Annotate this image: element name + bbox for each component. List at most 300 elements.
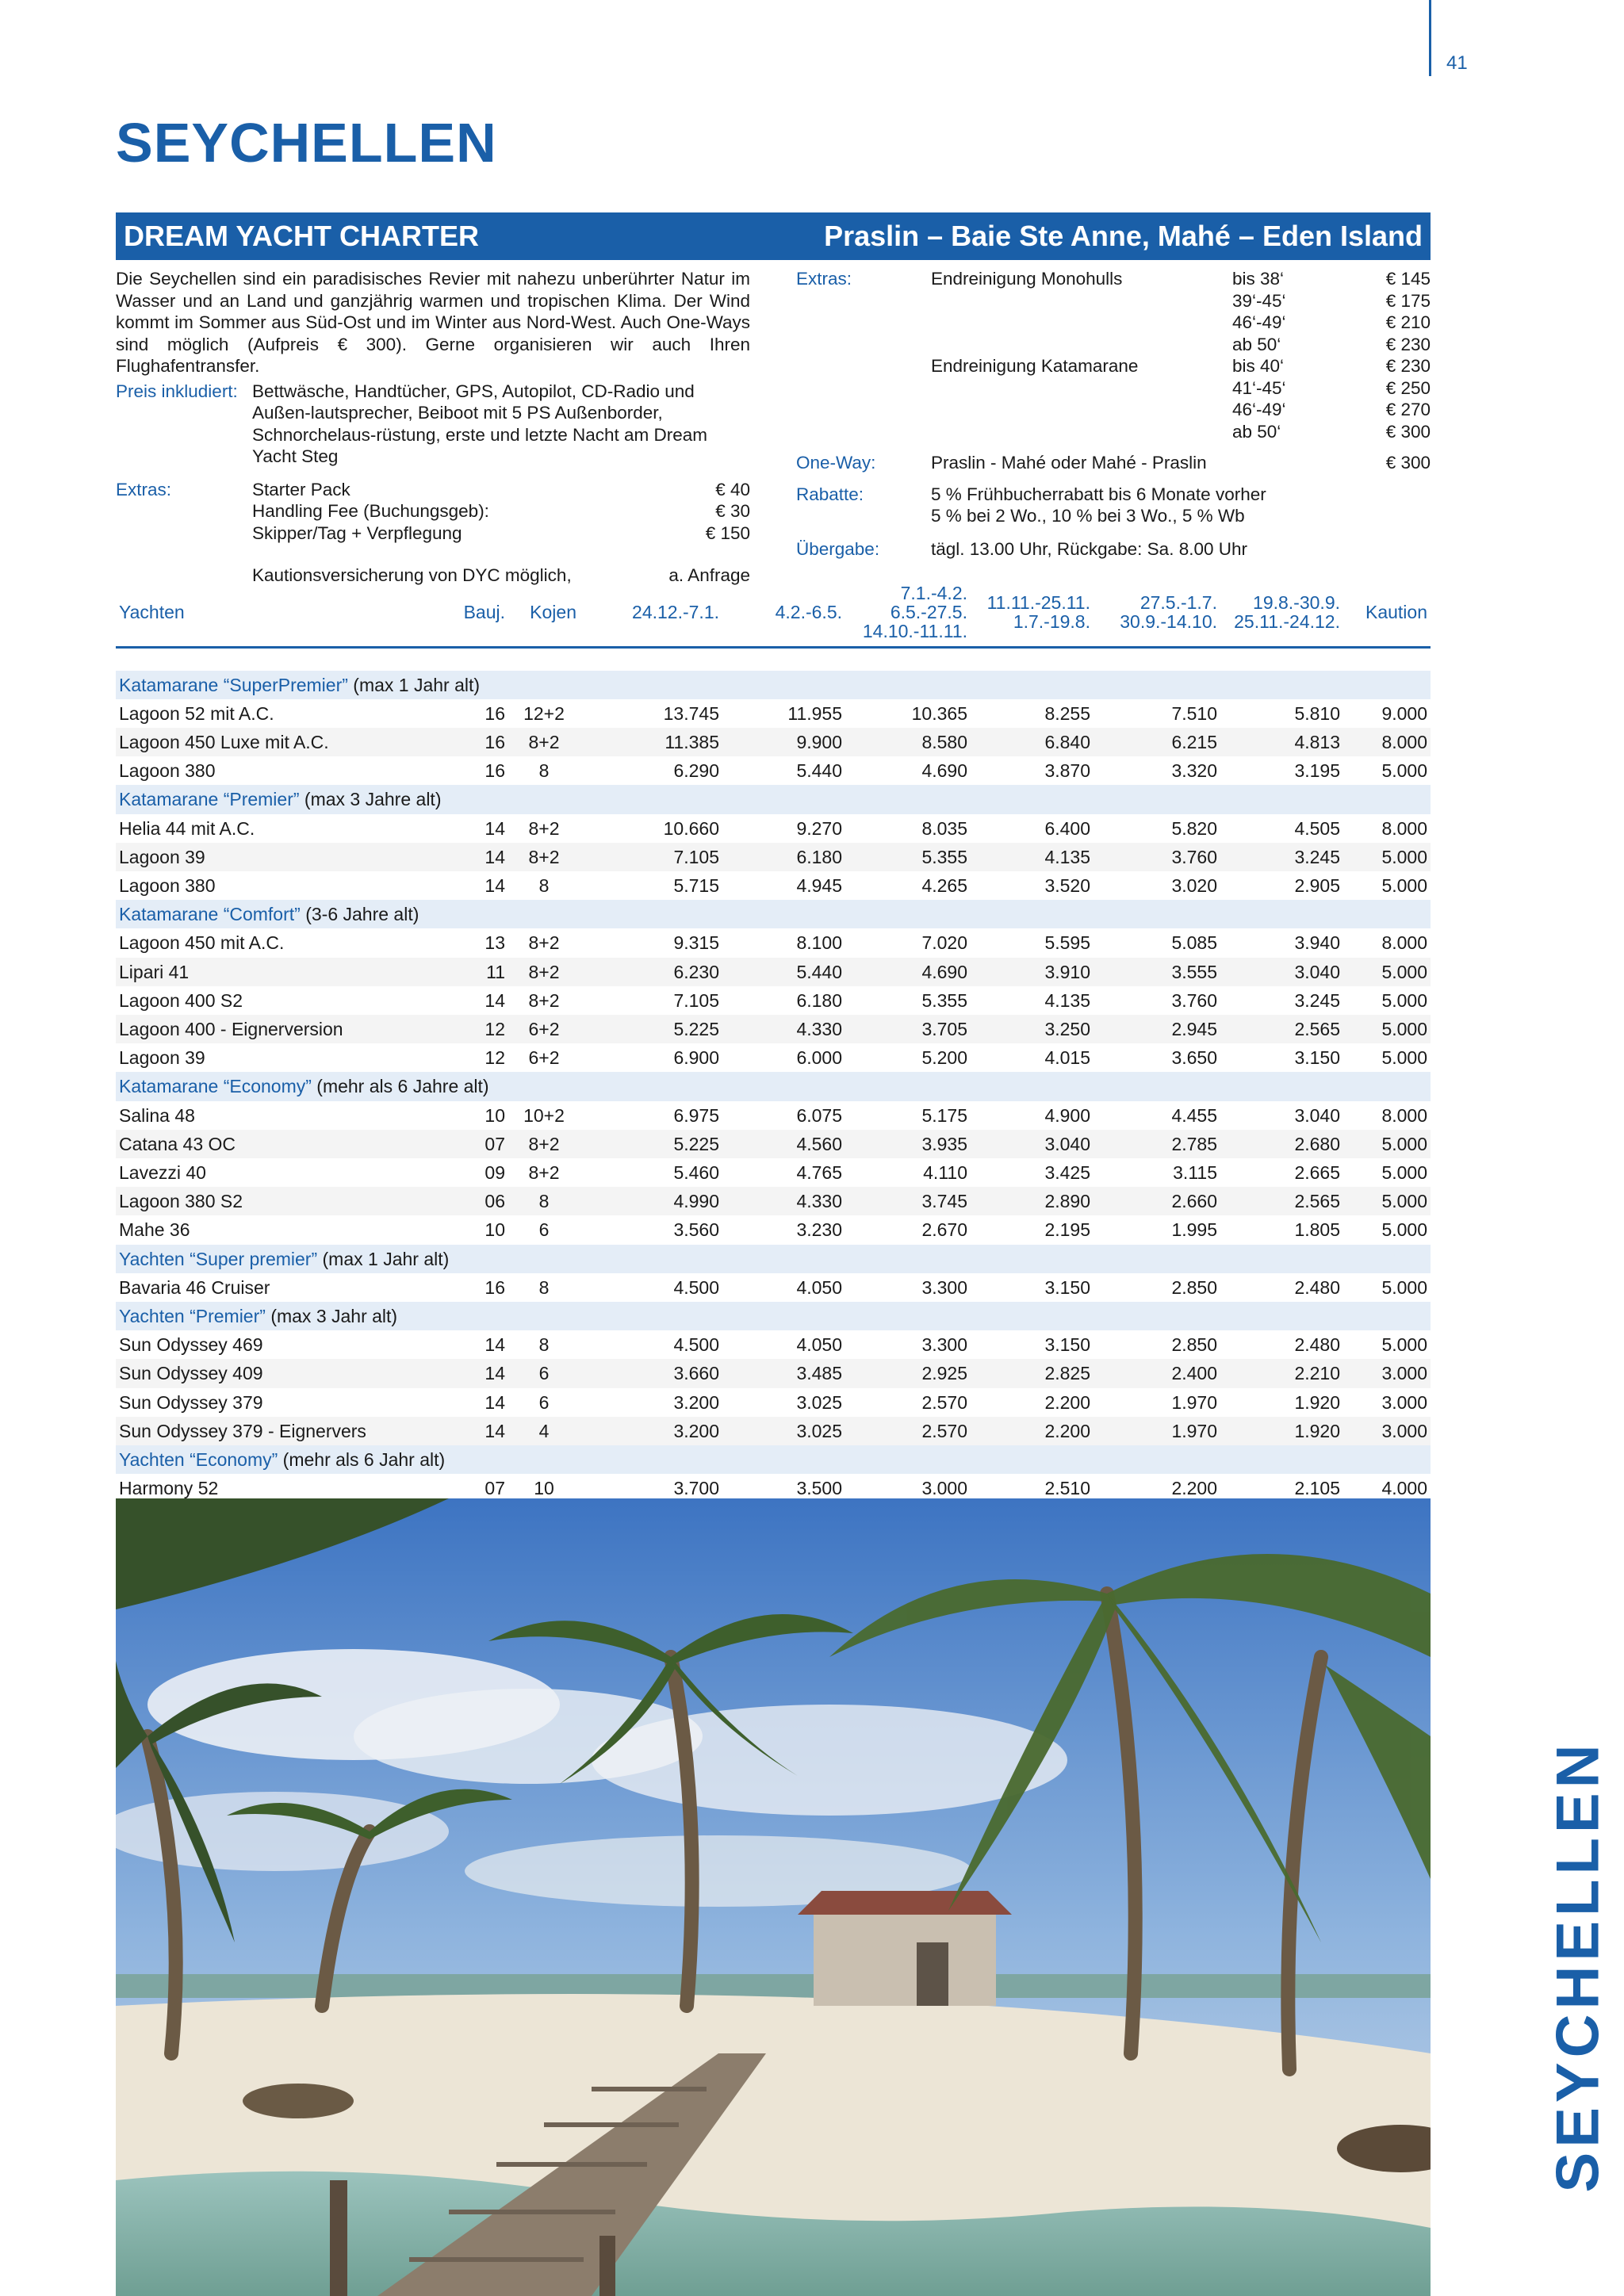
cleaning-mono bbox=[796, 268, 1431, 355]
yacht-name: Lagoon 450 Luxe mit A.C. bbox=[116, 728, 445, 756]
table-cell: 5.460 bbox=[673, 1161, 719, 1183]
category-note: (3-6 Jahre alt) bbox=[305, 904, 419, 925]
table-cell: 07 bbox=[445, 1130, 508, 1158]
period-6-line-2: 25.11.-24.12. bbox=[1234, 611, 1340, 633]
category-cell bbox=[116, 671, 1431, 699]
table-cell: 2.825 bbox=[971, 1359, 1094, 1387]
table-cell: 8.035 bbox=[921, 817, 967, 839]
table-cell: 6.230 bbox=[580, 958, 722, 986]
table-cell: 1.970 bbox=[1094, 1417, 1220, 1445]
table-cell: 4.050 bbox=[796, 1276, 842, 1298]
table-cell: 14 bbox=[485, 1334, 505, 1356]
table-cell: 7.510 bbox=[1171, 702, 1217, 724]
table-cell: 4.000 bbox=[1381, 1478, 1427, 1499]
table-cell: 2.850 bbox=[1171, 1334, 1217, 1356]
table-cell: 4.690 bbox=[921, 760, 967, 782]
yacht-name: Salina 48 bbox=[119, 1104, 195, 1126]
deposit-price: a. Anfrage bbox=[668, 565, 750, 585]
table-cell: 3.320 bbox=[1171, 760, 1217, 782]
table-cell: 2.480 bbox=[1294, 1334, 1340, 1356]
table-cell: 3.520 bbox=[1044, 874, 1090, 896]
table-cell: 11.385 bbox=[580, 728, 722, 756]
table-cell: 8+2 bbox=[528, 817, 560, 839]
yacht-name: Lagoon 380 bbox=[119, 874, 216, 896]
yacht-name: Sun Odyssey 379 - Eignervers bbox=[116, 1417, 445, 1445]
table-cell: 4.990 bbox=[580, 1187, 722, 1215]
table-row bbox=[116, 1015, 1431, 1043]
table-cell: 2.210 bbox=[1220, 1359, 1343, 1387]
oneway-row bbox=[796, 452, 1431, 474]
table-cell: 2.105 bbox=[1294, 1478, 1340, 1499]
table-cell: 3.150 bbox=[1294, 1047, 1340, 1069]
cleaning-price: € 250 bbox=[1385, 377, 1431, 398]
yacht-name: Lagoon 400 - Eignerversion bbox=[116, 1015, 445, 1043]
category-title: Yachten “Premier” bbox=[119, 1305, 266, 1326]
table-cell: 2.905 bbox=[1294, 874, 1340, 896]
boat-size: ab 50‘ bbox=[1232, 334, 1281, 354]
table-row bbox=[116, 958, 1431, 986]
table-row bbox=[116, 1187, 1431, 1215]
table-cell: 3.245 bbox=[1294, 989, 1340, 1011]
table-cell: 3.000 bbox=[1343, 1417, 1431, 1445]
table-cell: 7.105 bbox=[673, 989, 719, 1011]
included-row bbox=[116, 381, 750, 468]
yacht-name: Lagoon 380 S2 bbox=[116, 1187, 445, 1215]
table-cell: 8.100 bbox=[796, 932, 842, 954]
table-cell: 6.975 bbox=[673, 1104, 719, 1126]
extras-section bbox=[796, 268, 1431, 560]
period-5-line-1: 27.5.-1.7. bbox=[1139, 592, 1217, 614]
table-cell: 3.150 bbox=[1044, 1334, 1090, 1356]
period-3-line-2: 6.5.-27.5. bbox=[890, 602, 967, 623]
table-cell: 1.970 bbox=[1171, 1391, 1217, 1413]
table-cell: 3.870 bbox=[1044, 760, 1090, 782]
table-cell: 4.500 bbox=[673, 1334, 719, 1356]
page-rule bbox=[1429, 0, 1431, 76]
category-title: Katamarane “SuperPremier” bbox=[119, 674, 348, 695]
table-cell: 3.020 bbox=[1171, 874, 1217, 896]
table-cell: 4.050 bbox=[796, 1334, 842, 1356]
table-cell: 2.400 bbox=[1094, 1359, 1220, 1387]
table-cell: 5.000 bbox=[1381, 1047, 1427, 1069]
side-label bbox=[1544, 1673, 1612, 2260]
table-row bbox=[116, 814, 1431, 843]
table-cell: 3.555 bbox=[1094, 958, 1220, 986]
table-row bbox=[116, 1273, 1431, 1302]
table-cell: 3.040 bbox=[971, 1130, 1094, 1158]
table-cell: 12 bbox=[445, 1015, 508, 1043]
price-table bbox=[116, 579, 1431, 1502]
yacht-name: Lagoon 39 bbox=[119, 1047, 205, 1069]
table-row bbox=[116, 1388, 1431, 1417]
table-cell: 3.560 bbox=[673, 1219, 719, 1241]
table-row bbox=[116, 843, 1431, 871]
category-title: Katamarane “Comfort” bbox=[119, 904, 301, 925]
intro-section bbox=[116, 268, 750, 587]
table-cell: 8+2 bbox=[508, 728, 580, 756]
table-cell: 6.900 bbox=[673, 1047, 719, 1069]
category-cell bbox=[116, 900, 1431, 928]
table-cell: 06 bbox=[445, 1187, 508, 1215]
table-cell: 2.565 bbox=[1220, 1015, 1343, 1043]
table-cell: 3.700 bbox=[673, 1478, 719, 1499]
table-cell: 5.355 bbox=[921, 989, 967, 1011]
table-cell: 4.765 bbox=[796, 1161, 842, 1183]
table-row bbox=[116, 1158, 1431, 1187]
col-kojen: Kojen bbox=[530, 602, 576, 623]
extra-item bbox=[252, 522, 750, 545]
cleaning-price: € 210 bbox=[1385, 312, 1431, 332]
table-cell: 8.000 bbox=[1381, 1104, 1427, 1126]
table-cell: 4.330 bbox=[722, 1187, 845, 1215]
cleaning-price: € 145 bbox=[1385, 269, 1431, 289]
yacht-name: Lagoon 400 S2 bbox=[119, 989, 243, 1011]
table-cell: 8.000 bbox=[1381, 817, 1427, 839]
table-cell: 5.715 bbox=[673, 874, 719, 896]
table-cell: 6+2 bbox=[508, 1015, 580, 1043]
table-cell: 6.000 bbox=[796, 1047, 842, 1069]
col-kaution: Kaution bbox=[1365, 602, 1427, 623]
table-cell: 13 bbox=[485, 932, 505, 954]
table-cell: 12 bbox=[485, 1047, 505, 1069]
table-cell: 2.670 bbox=[921, 1219, 967, 1241]
extra-price: € 150 bbox=[705, 522, 750, 543]
table-cell: 6 bbox=[538, 1391, 550, 1413]
category-row bbox=[116, 1245, 1431, 1273]
table-cell: 3.040 bbox=[1220, 958, 1343, 986]
table-cell: 4.135 bbox=[971, 843, 1094, 871]
table-cell: 4.015 bbox=[1044, 1047, 1090, 1069]
table-cell: 11.955 bbox=[787, 702, 842, 724]
extra-item bbox=[252, 479, 750, 501]
table-cell: 3.660 bbox=[580, 1359, 722, 1387]
table-cell: 8+2 bbox=[508, 958, 580, 986]
table-cell: 5.085 bbox=[1171, 932, 1217, 954]
table-cell: 8 bbox=[508, 1187, 580, 1215]
table-cell: 3.200 bbox=[580, 1417, 722, 1445]
table-cell: 3.025 bbox=[796, 1391, 842, 1413]
boat-size: 46‘-49‘ bbox=[1232, 400, 1286, 419]
period-3-line-3: 14.10.-11.11. bbox=[862, 621, 967, 642]
cleaning-price-row bbox=[1232, 399, 1431, 421]
table-cell: 5.440 bbox=[722, 958, 845, 986]
table-cell: 2.660 bbox=[1094, 1187, 1220, 1215]
beach-photo bbox=[116, 1498, 1431, 2296]
table-cell: 14 bbox=[485, 817, 505, 839]
table-cell: 1.805 bbox=[1294, 1219, 1340, 1241]
category-cell bbox=[116, 785, 1431, 813]
category-row bbox=[116, 1445, 1431, 1474]
extra-name: Skipper/Tag + Verpflegung bbox=[252, 522, 462, 543]
cleaning-price: € 230 bbox=[1385, 334, 1431, 354]
category-title: Katamarane “Economy” bbox=[119, 1076, 312, 1097]
table-row bbox=[116, 1043, 1431, 1072]
table-row bbox=[116, 1417, 1431, 1445]
table-cell: 2.945 bbox=[1094, 1015, 1220, 1043]
table-cell: 1.920 bbox=[1220, 1417, 1343, 1445]
rabatte-line-1: 5 % Frühbucherrabatt bis 6 Monate vorher bbox=[931, 484, 1266, 504]
table-cell: 4.690 bbox=[845, 958, 971, 986]
table-cell: 5.000 bbox=[1343, 1015, 1431, 1043]
table-cell: 3.000 bbox=[921, 1478, 967, 1499]
uebergabe-label: Übergabe: bbox=[796, 538, 880, 559]
table-cell: 3.115 bbox=[1173, 1161, 1217, 1183]
table-cell: 12+2 bbox=[523, 702, 565, 724]
cat-label: Endreinigung Katamarane bbox=[931, 356, 1139, 376]
table-cell: 3.195 bbox=[1294, 760, 1340, 782]
table-cell: 5.000 bbox=[1381, 989, 1427, 1011]
yacht-name: Lipari 41 bbox=[116, 958, 445, 986]
boat-size: bis 40‘ bbox=[1232, 356, 1285, 376]
table-cell: 3.300 bbox=[921, 1276, 967, 1298]
cleaning-price-row bbox=[1232, 290, 1431, 312]
included-text: Bettwäsche, Handtücher, GPS, Autopilot, CD-Radio und Außen-lautsprecher, Beiboot mit 5 PS Außenborder, Schnorchelaus-rüstung, erste und letzte Nacht am Dream Yacht Steg bbox=[252, 381, 708, 466]
table-row bbox=[116, 1359, 1431, 1387]
table-row bbox=[116, 871, 1431, 900]
rabatte-label: Rabatte: bbox=[796, 484, 864, 504]
yacht-name: Bavaria 46 Cruiser bbox=[119, 1276, 270, 1298]
table-cell: 4 bbox=[508, 1417, 580, 1445]
table-cell: 9.000 bbox=[1381, 702, 1427, 724]
table-cell: 2.925 bbox=[845, 1359, 971, 1387]
extra-name: Handling Fee (Buchungsgeb): bbox=[252, 501, 489, 521]
category-note: (mehr als 6 Jahre alt) bbox=[316, 1076, 489, 1097]
table-row bbox=[116, 1215, 1431, 1244]
table-cell: 6.180 bbox=[796, 989, 842, 1011]
col-bauj: Bauj. bbox=[463, 602, 505, 623]
cleaning-price-row bbox=[1232, 312, 1431, 334]
col-period-1: 24.12.-7.1. bbox=[632, 602, 719, 623]
table-cell: 2.890 bbox=[971, 1187, 1094, 1215]
period-6-line-1: 19.8.-30.9. bbox=[1253, 592, 1340, 614]
yacht-name: Mahe 36 bbox=[119, 1219, 190, 1241]
table-cell: 16 bbox=[485, 760, 505, 782]
table-cell: 5.225 bbox=[580, 1130, 722, 1158]
table-cell: 3.940 bbox=[1294, 932, 1340, 954]
table-cell: 2.665 bbox=[1294, 1161, 1340, 1183]
table-cell: 3.760 bbox=[1171, 989, 1217, 1011]
table-cell: 2.200 bbox=[1171, 1478, 1217, 1499]
charter-header-band bbox=[116, 212, 1431, 260]
table-cell: 4.135 bbox=[1044, 989, 1090, 1011]
table-cell: 8 bbox=[538, 874, 550, 896]
table-cell: 3.910 bbox=[971, 958, 1094, 986]
table-cell: 5.000 bbox=[1343, 843, 1431, 871]
cleaning-price-row bbox=[1232, 268, 1431, 290]
table-cell: 3.650 bbox=[1171, 1047, 1217, 1069]
table-cell: 9.315 bbox=[673, 932, 719, 954]
table-cell: 2.785 bbox=[1094, 1130, 1220, 1158]
category-note: (max 1 Jahr alt) bbox=[322, 1248, 450, 1269]
table-cell: 5.820 bbox=[1171, 817, 1217, 839]
table-cell: 8+2 bbox=[528, 989, 560, 1011]
table-cell: 5.000 bbox=[1381, 1161, 1427, 1183]
boat-size: 41‘-45‘ bbox=[1232, 377, 1286, 398]
table-cell: 2.200 bbox=[971, 1417, 1094, 1445]
category-cell bbox=[116, 1072, 1431, 1100]
page-title: SEYCHELLEN bbox=[116, 112, 497, 174]
category-row bbox=[116, 1072, 1431, 1100]
table-cell: 3.000 bbox=[1381, 1391, 1427, 1413]
table-cell: 5.440 bbox=[796, 760, 842, 782]
table-cell: 4.110 bbox=[923, 1161, 967, 1183]
table-cell: 2.570 bbox=[921, 1391, 967, 1413]
table-cell: 3.250 bbox=[971, 1015, 1094, 1043]
table-cell: 10 bbox=[534, 1478, 554, 1499]
extra-name: Starter Pack bbox=[252, 479, 350, 499]
period-5-line-2: 30.9.-14.10. bbox=[1120, 611, 1217, 633]
table-row bbox=[116, 1101, 1431, 1130]
table-cell: 6.840 bbox=[971, 728, 1094, 756]
category-title: Yachten “Super premier” bbox=[119, 1248, 318, 1269]
deposit-text: Kautionsversicherung von DYC möglich, bbox=[252, 565, 572, 585]
table-cell: 4.900 bbox=[1044, 1104, 1090, 1126]
table-row bbox=[116, 928, 1431, 957]
uebergabe-row bbox=[796, 538, 1431, 561]
yacht-name: Lagoon 380 bbox=[119, 760, 216, 782]
table-cell: 16 bbox=[485, 1276, 505, 1298]
table-cell: 4.813 bbox=[1220, 728, 1343, 756]
table-cell: 5.200 bbox=[921, 1047, 967, 1069]
included-label: Preis inkludiert: bbox=[116, 381, 238, 401]
yacht-name: Harmony 52 bbox=[119, 1478, 219, 1499]
oneway-text: Praslin - Mahé oder Mahé - Praslin bbox=[931, 453, 1207, 473]
table-cell: 5.225 bbox=[580, 1015, 722, 1043]
category-row bbox=[116, 671, 1431, 699]
table-cell: 8+2 bbox=[508, 843, 580, 871]
table-row bbox=[116, 728, 1431, 756]
table-cell: 3.760 bbox=[1094, 843, 1220, 871]
charter-name: DREAM YACHT CHARTER bbox=[124, 220, 480, 252]
table-cell: 4.505 bbox=[1294, 817, 1340, 839]
table-cell: 6 bbox=[538, 1219, 550, 1241]
table-cell: 2.200 bbox=[1044, 1391, 1090, 1413]
table-cell: 8.255 bbox=[1044, 702, 1090, 724]
period-4-line-2: 1.7.-19.8. bbox=[1013, 611, 1090, 633]
col-yachten: Yachten bbox=[119, 602, 185, 623]
table-cell: 14 bbox=[485, 1391, 505, 1413]
table-row bbox=[116, 986, 1431, 1015]
table-cell: 9.900 bbox=[722, 728, 845, 756]
uebergabe-text: tägl. 13.00 Uhr, Rückgabe: Sa. 8.00 Uhr bbox=[931, 538, 1247, 559]
oneway-price: € 300 bbox=[1385, 453, 1431, 473]
table-cell: 4.330 bbox=[722, 1015, 845, 1043]
table-cell: 4.455 bbox=[1171, 1104, 1217, 1126]
table-cell: 3.300 bbox=[921, 1334, 967, 1356]
table-cell: 8 bbox=[538, 1334, 550, 1356]
boat-size: 39‘-45‘ bbox=[1232, 290, 1286, 311]
table-row bbox=[116, 699, 1431, 728]
col-period-3 bbox=[845, 579, 971, 647]
table-cell: 5.000 bbox=[1343, 1187, 1431, 1215]
table-row bbox=[116, 1130, 1431, 1158]
cleaning-price-row bbox=[1232, 421, 1431, 443]
table-cell: 3.245 bbox=[1220, 843, 1343, 871]
extra-item bbox=[252, 500, 750, 522]
table-cell: 10+2 bbox=[523, 1104, 565, 1126]
yacht-name: Lagoon 39 bbox=[116, 843, 445, 871]
table-cell: 2.850 bbox=[1171, 1276, 1217, 1298]
col-period-4 bbox=[971, 579, 1094, 647]
table-cell: 14 bbox=[485, 874, 505, 896]
extras-list bbox=[252, 479, 750, 545]
intro-text: Die Seychellen sind ein paradisisches Revier mit nahezu unberührter Natur im Wasser und an Land und ganzjährig warmen und tropischen Klima. Der Wind kommt im Sommer aus Süd-Ost und im Winter aus Nord-West. Auch One-Ways sind möglich (Aufpreis € 300). Gerne organisieren wir auch Ihren Flughafentransfer. bbox=[116, 269, 750, 376]
table-cell: 5.000 bbox=[1381, 1334, 1427, 1356]
table-cell: 3.485 bbox=[722, 1359, 845, 1387]
table-cell: 5.000 bbox=[1381, 1219, 1427, 1241]
category-note: (max 1 Jahr alt) bbox=[353, 674, 481, 695]
table-cell: 07 bbox=[485, 1478, 505, 1499]
table-cell: 10 bbox=[485, 1219, 505, 1241]
table-cell: 2.195 bbox=[1044, 1219, 1090, 1241]
table-cell: 3.935 bbox=[845, 1130, 971, 1158]
category-row bbox=[116, 785, 1431, 813]
cleaning-price: € 175 bbox=[1385, 290, 1431, 311]
table-cell: 5.355 bbox=[845, 843, 971, 871]
table-cell: 3.200 bbox=[673, 1391, 719, 1413]
table-cell: 8+2 bbox=[528, 932, 560, 954]
table-cell: 14 bbox=[445, 1417, 508, 1445]
extras-label: Extras: bbox=[116, 479, 172, 499]
rabatte-row bbox=[796, 484, 1431, 527]
table-cell: 2.480 bbox=[1294, 1276, 1340, 1298]
table-cell: 8.000 bbox=[1343, 728, 1431, 756]
period-4-line-1: 11.11.-25.11. bbox=[986, 592, 1090, 614]
beach-photo-illustration bbox=[116, 1498, 1431, 2296]
table-cell: 8 bbox=[538, 760, 550, 782]
cleaning-price: € 230 bbox=[1385, 356, 1431, 376]
table-cell: 6.180 bbox=[722, 843, 845, 871]
category-title: Katamarane “Premier” bbox=[119, 789, 300, 810]
table-cell: 3.500 bbox=[796, 1478, 842, 1499]
table-cell: 6+2 bbox=[528, 1047, 560, 1069]
table-cell: 3.705 bbox=[845, 1015, 971, 1043]
table-cell: 8+2 bbox=[528, 1161, 560, 1183]
table-cell: 8.000 bbox=[1381, 932, 1427, 954]
yacht-name: Sun Odyssey 469 bbox=[119, 1334, 263, 1356]
table-cell: 7.020 bbox=[921, 932, 967, 954]
table-cell: 6.215 bbox=[1094, 728, 1220, 756]
table-cell: 8+2 bbox=[508, 1130, 580, 1158]
category-note: (mehr als 6 Jahr alt) bbox=[282, 1448, 446, 1470]
col-period-5 bbox=[1094, 579, 1220, 647]
cleaning-price: € 270 bbox=[1385, 400, 1431, 419]
table-cell: 10 bbox=[485, 1104, 505, 1126]
yacht-name: Sun Odyssey 379 bbox=[119, 1391, 263, 1413]
table-cell: 09 bbox=[485, 1161, 505, 1183]
table-cell: 6 bbox=[508, 1359, 580, 1387]
category-cell bbox=[116, 1245, 1431, 1273]
category-title: Yachten “Economy” bbox=[119, 1448, 278, 1470]
side-label-text: SEYCHELLEN bbox=[1544, 1739, 1612, 2193]
yacht-name: Lagoon 52 mit A.C. bbox=[119, 702, 274, 724]
table-cell: 5.000 bbox=[1343, 1130, 1431, 1158]
table-cell: 14 bbox=[485, 989, 505, 1011]
table-cell: 5.175 bbox=[921, 1104, 967, 1126]
table-cell: 4.500 bbox=[673, 1276, 719, 1298]
cleaning-price-row bbox=[1232, 355, 1431, 377]
category-cell bbox=[116, 1445, 1431, 1474]
table-cell: 6.400 bbox=[1044, 817, 1090, 839]
extra-price: € 40 bbox=[715, 479, 750, 499]
table-cell: 14 bbox=[445, 1359, 508, 1387]
charter-locations: Praslin – Baie Ste Anne, Mahé – Eden Island bbox=[824, 220, 1423, 252]
mono-label: Endreinigung Monohulls bbox=[931, 269, 1123, 289]
boat-size: bis 38‘ bbox=[1232, 269, 1285, 289]
table-cell: 2.510 bbox=[1044, 1478, 1090, 1499]
table-cell: 2.570 bbox=[845, 1417, 971, 1445]
table-cell: 1.920 bbox=[1294, 1391, 1340, 1413]
